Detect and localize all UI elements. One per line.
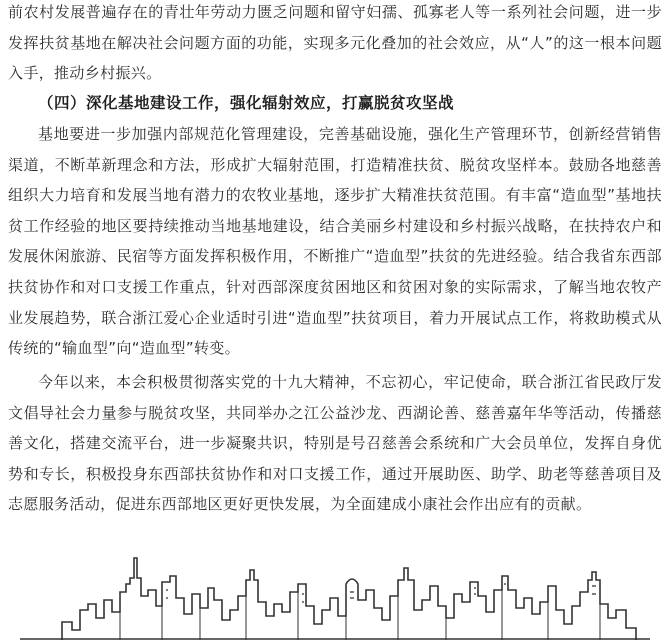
section-heading: （四）深化基地建设工作，强化辐射效应，打赢脱贫攻坚战	[38, 94, 455, 112]
skyline-outline	[62, 558, 636, 640]
paragraph-this-year: 今年以来，本会积极贯彻落实党的十九大精神，不忘初心，牢记使命，联合浙江省民政厅发文倡导社会力量参与脱贫攻坚，共同举办之江公益沙龙、西湖论善、慈善嘉年华等活动，传播慈善文化，搭建交流平台，进一步凝聚共识，特别是号召慈善会系统和广大会员单位，发挥自身优势和专长，积极投身东西部扶贫协作和对口支援工作，通过开展助医、助学、助老等慈善项目及志愿服务活动，促进东西部地区更好更快发展，为全面建成小康社会作出应有的贡献。	[8, 373, 662, 514]
city-skyline-illustration	[0, 540, 670, 640]
paragraph-continued: 前农村发展普遍存在的青壮年劳动力匮乏问题和留守妇孺、孤寡老人等一系列社会问题，进一步发挥扶贫基地在解决社会问题方面的功能，实现多元化叠加的社会效应，从“人”的这一根本问题入手，推动乡村振兴。	[8, 3, 662, 83]
paragraph-base-construction: 基地要进一步加强内部规范化管理建设，完善基础设施，强化生产管理环节，创新经营销售渠道，不断革新理念和方法，形成扩大辐射范围，打造精准扶贫、脱贫攻坚样本。鼓励各地慈善组织大力培育和发展当地有潜力的农牧业基地，逐步扩大精准扶贫范围。有丰富“造血型”基地扶贫工作经验的地区要持续推动当地基地建设，结合美丽乡村建设和乡村振兴战略，在扶持农户和发展休闲旅游、民宿等方面发挥积极作用，不断推广“造血型”扶贫的先进经验。结合我省东西部扶贫协作和对口支援工作重点，针对西部深度贫困地区和贫困对象的实际需求，了解当地农牧产业发展趋势，联合浙江爱心企业适时引进“造血型”扶贫项目，着力开展试点工作，将救助模式从传统的“输血型”向“造血型”转变。	[8, 125, 662, 358]
